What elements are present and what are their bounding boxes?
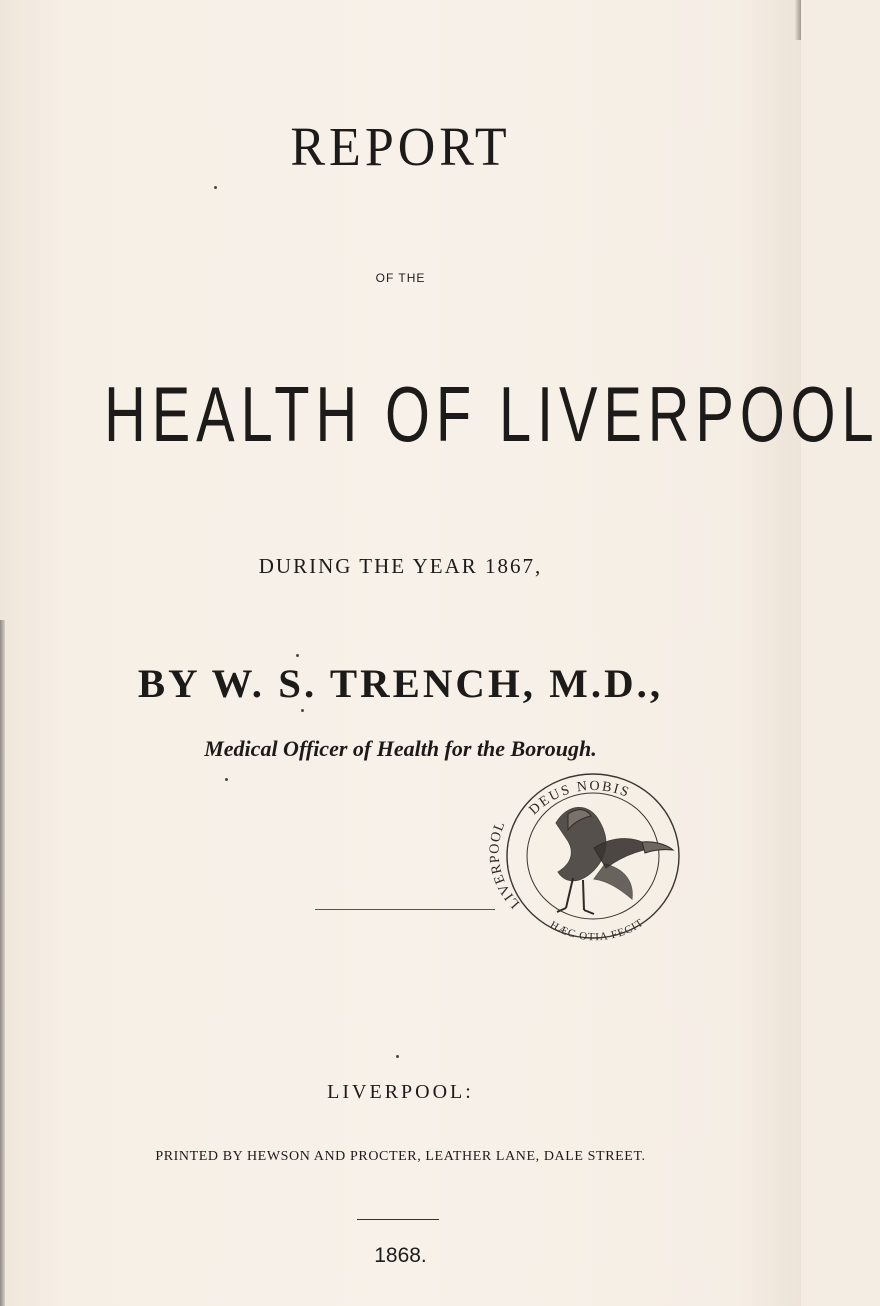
seal-left-text: LIVERPOOL [487, 818, 524, 911]
svg-text:HÆC OTIA FECIT [548, 917, 646, 944]
seal-divider [315, 909, 495, 910]
paper-speck [396, 1055, 399, 1058]
imprint-city: LIVERPOOL: [327, 1081, 474, 1103]
seal-top-text: DEUS NOBIS [526, 778, 633, 819]
paper-speck [296, 654, 299, 657]
paper-speck [214, 186, 217, 189]
author-byline: BY W. S. TRENCH, M.D., [137, 661, 664, 706]
page-edge-shadow [0, 620, 5, 1306]
page-corner-shadow [795, 0, 801, 40]
paper-speck [225, 778, 228, 781]
author-position: Medical Officer of Health for the Borough. [204, 736, 597, 761]
report-heading: REPORT [290, 117, 511, 178]
printer-line: PRINTED BY HEWSON AND PROCTER, LEATHER LANE, DALE STREET. [155, 1149, 646, 1164]
publication-year: 1868. [374, 1244, 427, 1267]
svg-text:LIVERPOOL [487, 819, 523, 911]
seal-bottom-text: HÆC OTIA FECIT [547, 916, 647, 944]
liver-bird-seal-icon [482, 760, 704, 952]
paper-speck [301, 709, 304, 712]
main-title: HEALTH OF LIVERPOOL [104, 370, 880, 458]
of-the-label: OF THE [375, 271, 426, 285]
imprint-rule [357, 1219, 439, 1220]
year-subtitle: DURING THE YEAR 1867, [258, 554, 543, 578]
